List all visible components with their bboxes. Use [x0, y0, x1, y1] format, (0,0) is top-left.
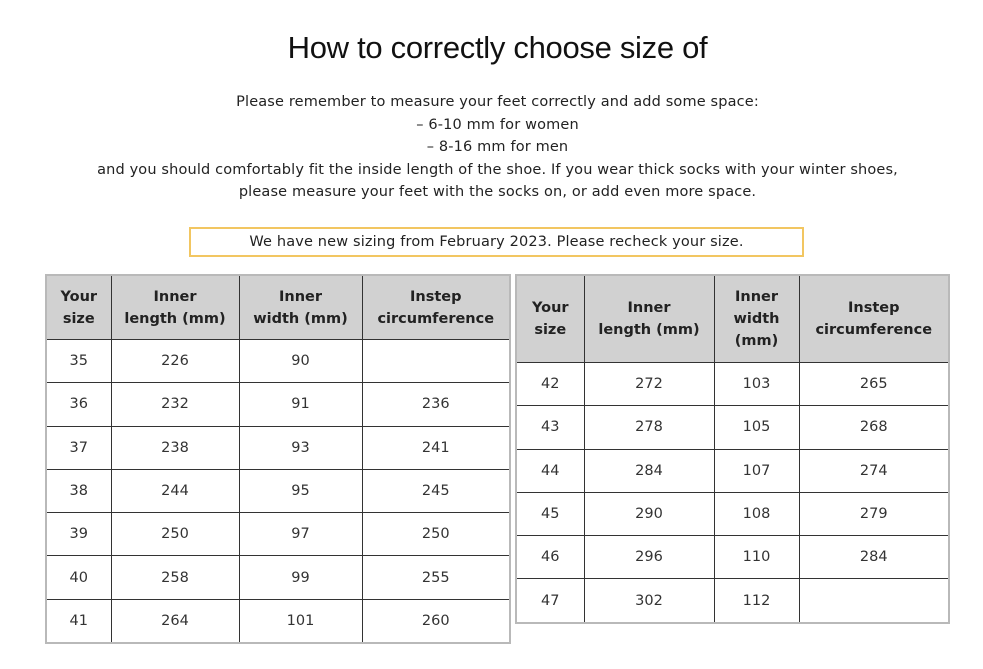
- cell-length: 302: [584, 579, 714, 623]
- page-title: How to correctly choose size of: [287, 30, 708, 65]
- cell-size: 39: [46, 513, 111, 556]
- header-your-size: Your size: [46, 275, 111, 340]
- table-header-row: [516, 275, 949, 363]
- cell-instep: 250: [362, 513, 510, 556]
- header-inner-width: Inner width (mm): [239, 275, 362, 340]
- cell-length: 264: [111, 599, 239, 643]
- cell-width: 95: [239, 469, 362, 512]
- cell-length: 238: [111, 426, 239, 469]
- header-inner-length: Inner length (mm): [584, 275, 714, 363]
- cell-width: 108: [714, 492, 799, 535]
- intro-line-women: – 6-10 mm for women: [416, 116, 579, 133]
- intro-line: Please remember to measure your feet correctly and add some space:: [236, 94, 759, 110]
- cell-instep: 255: [362, 556, 510, 599]
- cell-size: 43: [516, 406, 584, 449]
- cell-width: 110: [714, 536, 799, 579]
- cell-size: 47: [516, 579, 584, 623]
- cell-length: 272: [584, 363, 714, 406]
- table-row: [46, 383, 510, 426]
- cell-width: 90: [239, 340, 362, 383]
- cell-width: 107: [714, 449, 799, 492]
- table-row: [46, 340, 510, 383]
- cell-width: 93: [239, 426, 362, 469]
- table-row: [46, 469, 510, 512]
- intro-line: and you should comfortably fit the inside length of the shoe. If you wear thick socks with your winter shoes,: [97, 161, 898, 178]
- cell-width: 97: [239, 513, 362, 556]
- table-row: [516, 536, 949, 579]
- table-row: [46, 426, 510, 469]
- cell-width: 101: [239, 599, 362, 643]
- intro-text: [0, 91, 983, 204]
- cell-width: 99: [239, 556, 362, 599]
- cell-instep: [362, 340, 510, 383]
- cell-size: 45: [516, 492, 584, 535]
- header-inner-length: Inner length (mm): [111, 275, 239, 340]
- cell-instep: 260: [362, 599, 510, 643]
- size-table-right: [515, 274, 950, 624]
- cell-length: 278: [584, 406, 714, 449]
- header-your-size: Your size: [516, 275, 584, 363]
- header-instep-circumference: Instep circumference: [799, 275, 949, 363]
- cell-width: 103: [714, 363, 799, 406]
- cell-width: 91: [239, 383, 362, 426]
- cell-instep: 284: [799, 536, 949, 579]
- table-row: [516, 492, 949, 535]
- cell-instep: [799, 579, 949, 623]
- table-row: [46, 599, 510, 643]
- cell-size: 44: [516, 449, 584, 492]
- cell-length: 284: [584, 449, 714, 492]
- table-header-row: [46, 275, 510, 340]
- cell-length: 244: [111, 469, 239, 512]
- cell-length: 258: [111, 556, 239, 599]
- cell-size: 46: [516, 536, 584, 579]
- cell-instep: 245: [362, 469, 510, 512]
- intro-line-men: – 8-16 mm for men: [426, 139, 569, 156]
- table-row: [516, 406, 949, 449]
- table-row: [516, 579, 949, 623]
- cell-instep: 241: [362, 426, 510, 469]
- cell-size: 41: [46, 599, 111, 643]
- cell-length: 250: [111, 513, 239, 556]
- sizing-notice: We have new sizing from February 2023. Please recheck your size.: [189, 227, 804, 257]
- table-row: [516, 363, 949, 406]
- cell-instep: 265: [799, 363, 949, 406]
- cell-instep: 274: [799, 449, 949, 492]
- cell-width: 112: [714, 579, 799, 623]
- cell-size: 40: [46, 556, 111, 599]
- table-row: [46, 556, 510, 599]
- cell-size: 42: [516, 363, 584, 406]
- cell-length: 232: [111, 383, 239, 426]
- cell-length: 290: [584, 492, 714, 535]
- table-row: [516, 449, 949, 492]
- header-instep-circumference: Instep circumference: [362, 275, 510, 340]
- cell-width: 105: [714, 406, 799, 449]
- cell-size: 35: [46, 340, 111, 383]
- cell-instep: 279: [799, 492, 949, 535]
- table-row: [46, 513, 510, 556]
- cell-length: 226: [111, 340, 239, 383]
- cell-instep: 268: [799, 406, 949, 449]
- header-inner-width: Inner width (mm): [714, 275, 799, 363]
- intro-line: please measure your feet with the socks on, or add even more space.: [238, 184, 757, 201]
- cell-size: 38: [46, 469, 111, 512]
- cell-length: 296: [584, 536, 714, 579]
- cell-instep: 236: [362, 383, 510, 426]
- cell-size: 36: [46, 383, 111, 426]
- size-table-left: [45, 274, 511, 644]
- cell-size: 37: [46, 426, 111, 469]
